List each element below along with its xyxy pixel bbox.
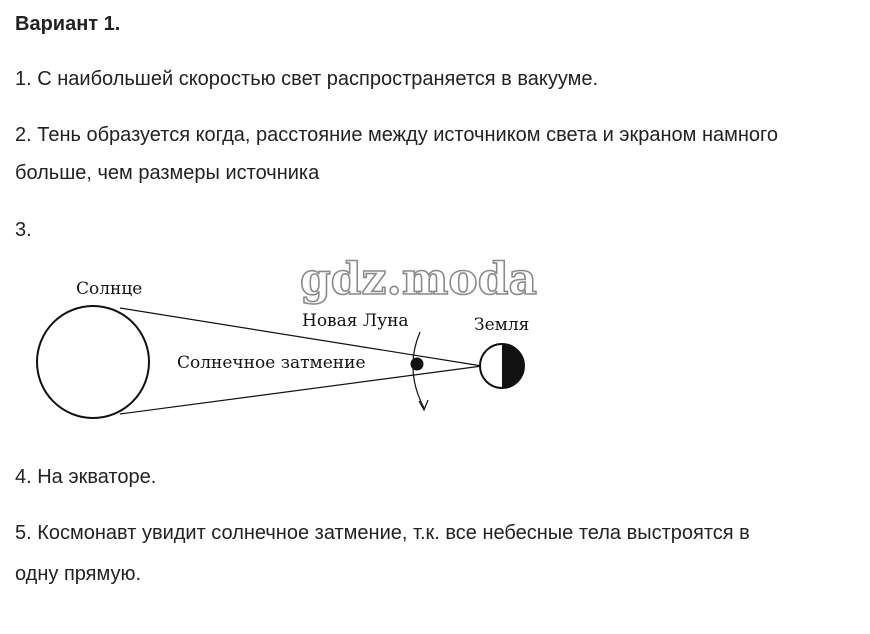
new-moon <box>411 358 423 370</box>
solar-eclipse-diagram <box>0 245 870 425</box>
answer-1: 1. С наибольшей скоростью свет распространяется в вакууме. <box>15 68 599 90</box>
answer-5-line-2: одну прямую. <box>15 563 142 585</box>
page-title: Вариант 1. <box>15 13 121 35</box>
lower-ray <box>120 366 482 414</box>
watermark: gdz.moda <box>300 254 538 305</box>
answer-2-line-1: 2. Тень образуется когда, расстояние между источником света и экраном намного <box>15 124 779 146</box>
answer-5-line-1: 5. Космонавт увидит солнечное затмение, т.к. все небесные тела выстроятся в <box>15 522 750 544</box>
new-moon-label: Новая Луна <box>302 311 409 331</box>
eclipse-label: Солнечное затмение <box>177 353 366 373</box>
answer-3-number: 3. <box>15 219 32 241</box>
answer-4: 4. На экваторе. <box>15 466 157 488</box>
answer-2-line-2: больше, чем размеры источника <box>15 162 320 184</box>
earth-night-side <box>502 344 524 388</box>
sun-label: Солнце <box>76 279 143 299</box>
sun-circle <box>37 306 149 418</box>
earth-label: Земля <box>474 315 530 335</box>
